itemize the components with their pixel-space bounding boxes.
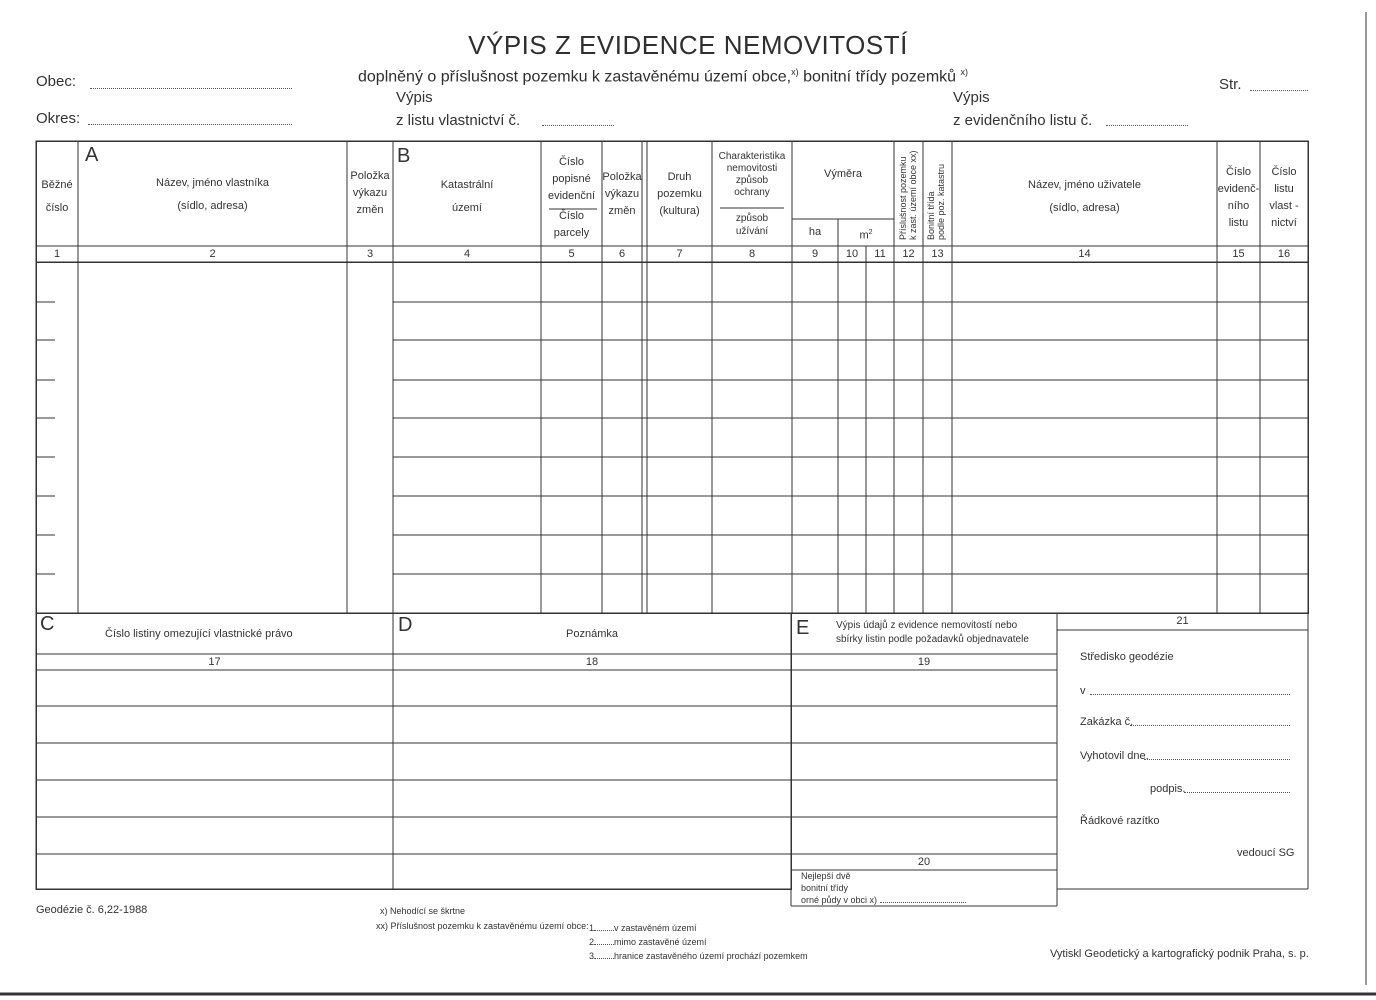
form-subtitle: doplněný o příslušnost pozemku k zastavěnému území obce,$^{x)}$ bonitní třídy pozemků $^{x)}$: [358, 67, 968, 86]
e-number: 19: [917, 656, 931, 668]
section-a-letter: A: [85, 144, 99, 166]
col-cislo-popisne: Číslo popisné evidenční: [547, 156, 596, 202]
e-bonitni-tridy: Nejlepší dvě bonitní třídy orné půdy v obci x): [801, 870, 966, 906]
col-number: 2: [209, 248, 216, 260]
e-title: Výpis údajů z evidence nemovitostí nebo sbírky listin podle požadavků objednavatele: [836, 620, 1029, 645]
c-number: 17: [208, 656, 221, 668]
col-charakteristika: Charakteristika nemovitosti způsob ochrany: [718, 151, 786, 198]
col-cislo-evidencniho-listu: Číslo evidenč- ního listu: [1217, 166, 1260, 229]
col-bezne-cislo: Běžné číslo: [41, 179, 73, 214]
obec-label: Obec:: [36, 73, 77, 90]
podpis-label: podpis.: [1150, 783, 1186, 795]
col-number: 4: [463, 248, 471, 260]
d-title: Poznámka: [566, 628, 618, 640]
evidencniho-listu-label: z evidenčního listu č.: [953, 112, 1093, 129]
vypis-left: Výpis: [396, 89, 433, 106]
col-bonitni-trida: Bonitní třída podle poz. katastru: [926, 163, 946, 240]
e-number-20: 20: [917, 856, 931, 868]
vyhotovil-label: Vyhotovil dne.: [1080, 750, 1149, 762]
stredisko-label: Středisko geodézie: [1080, 651, 1174, 663]
section-b-letter: B: [397, 145, 411, 167]
col-number: 13: [931, 248, 944, 260]
col-cislo-listu-vlastnictvi: Číslo listu vlast - nictví: [1269, 166, 1299, 229]
podpis-field[interactable]: [1184, 792, 1290, 793]
listu-vlastnictvi-label: z listu vlastnictví č.: [396, 112, 521, 129]
col-number: 8: [748, 248, 756, 260]
form-title: VÝPIS Z EVIDENCE NEMOVITOSTÍ: [468, 30, 908, 60]
zakazka-field[interactable]: [1130, 725, 1290, 726]
vypis-right: Výpis: [953, 89, 990, 106]
col-number: 9: [811, 248, 819, 260]
col-number: 15: [1232, 248, 1245, 260]
col-prislusnost-pozemku: Příslušnost pozemku k zast. území obce xx): [898, 150, 918, 240]
col-katastralni-uzemi: Katastrální území: [440, 179, 494, 214]
col-number: 14: [1078, 248, 1091, 260]
right-number: 21: [1176, 615, 1189, 627]
col-number: 1: [53, 248, 61, 260]
col-nazev-vlastnika: Název, jméno vlastníka (sídlo, adresa): [156, 177, 269, 212]
vyhotovil-field[interactable]: [1144, 759, 1290, 760]
col-druh-pozemku: Druh pozemku (kultura): [657, 171, 702, 217]
col-m2: $m^2$: [859, 229, 873, 242]
col-number: 3: [366, 248, 374, 260]
col-vymera: Výměra: [824, 168, 862, 180]
footnote-options: 1 v zastavěném území 2 mimo zastavěné území 3 hranice zastavěného území prochází pozemkem: [589, 923, 808, 961]
col-zpusob-uzivani: způsob užívání: [735, 213, 769, 237]
col-number: 11: [874, 248, 886, 260]
section-d-letter: D: [398, 614, 413, 636]
col-cislo-parcely: Číslo parcely: [553, 210, 590, 239]
col-polozka-vykazu: Položka výkazu změn: [350, 170, 390, 216]
col-number: 7: [676, 248, 683, 260]
d-number: 18: [585, 656, 599, 668]
col-number: 5: [568, 248, 575, 260]
col-polozka-vykazu-b: Položka výkazu změn: [602, 171, 642, 217]
section-c-letter: C: [40, 613, 55, 635]
col-number: 12: [902, 248, 915, 260]
footnote-1: x) Nehodící se škrtne: [380, 906, 466, 916]
v-label: v: [1080, 685, 1086, 697]
v-field[interactable]: [1090, 694, 1290, 695]
col-number: 10: [845, 248, 859, 260]
printer-note: Vytiskl Geodetický a kartografický podnik Praha, s. p.: [1050, 948, 1309, 960]
radkove-razitko-label: Řádkové razítko: [1080, 815, 1160, 827]
footnote-2: xx) Příslušnost pozemku k zastavěnému území obce:: [376, 921, 589, 931]
okres-label: Okres:: [36, 110, 81, 127]
c-title: Číslo listiny omezující vlastnické právo: [105, 628, 293, 640]
col-nazev-uzivatele: Název, jméno uživatele (sídlo, adresa): [1028, 179, 1141, 214]
section-e-letter: E: [796, 617, 810, 639]
col-number: 16: [1277, 248, 1291, 260]
form-code: Geodézie č. 6,22-1988: [36, 904, 148, 916]
col-ha: ha: [808, 226, 822, 238]
zakazka-label: Zakázka č.: [1080, 716, 1134, 728]
col-number: 6: [618, 248, 626, 260]
str-label: Str.: [1219, 76, 1242, 93]
vedouci-sg-label: vedoucí SG: [1237, 847, 1295, 859]
